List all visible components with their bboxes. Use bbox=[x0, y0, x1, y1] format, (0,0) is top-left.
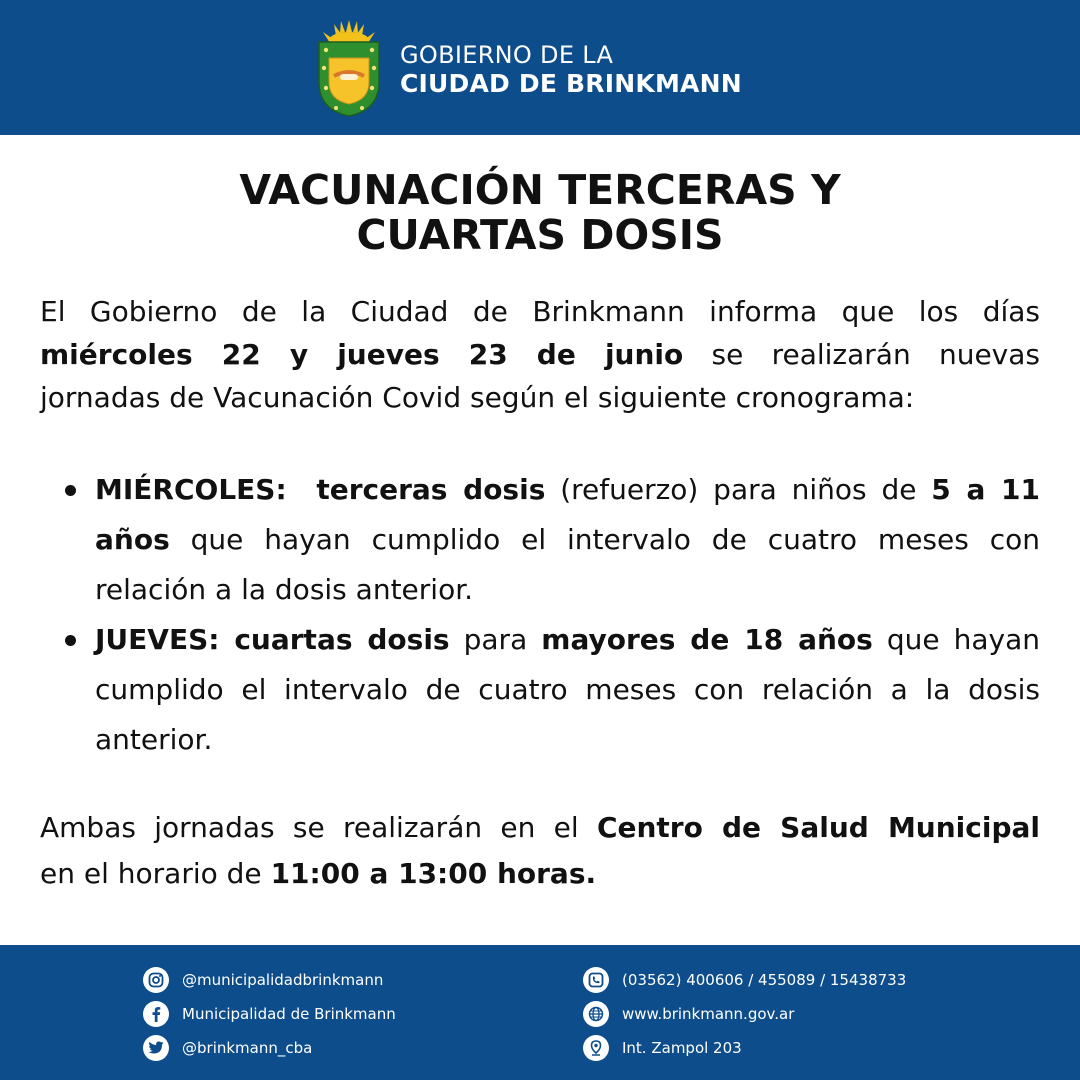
org-name-line2: CIUDAD DE BRINKMANN bbox=[400, 68, 742, 98]
list-item-wednesday bbox=[40, 465, 1040, 615]
thursday-line2: cumplido el intervalo de cuatro meses con relación a la dosis bbox=[95, 673, 1040, 706]
globe-icon bbox=[583, 1001, 609, 1027]
intro-line3: jornadas de Vacunación Covid según el siguiente cronograma: bbox=[40, 381, 915, 414]
intro-dates: miércoles 22 y jueves 23 de junio bbox=[40, 338, 684, 371]
page-title bbox=[40, 168, 1040, 258]
wednesday-text1: (refuerzo) para niños de bbox=[545, 473, 932, 506]
closing-text2: en el horario de bbox=[40, 857, 271, 890]
thursday-line1 bbox=[95, 615, 1040, 665]
thursday-age: mayores de 18 años bbox=[541, 623, 873, 656]
wednesday-day: MIÉRCOLES: bbox=[95, 473, 287, 506]
twitter-handle: @brinkmann_cba bbox=[182, 1039, 313, 1057]
closing-place: Centro de Salud Municipal bbox=[596, 811, 1040, 844]
wednesday-dose: terceras dosis bbox=[316, 473, 546, 506]
bullet-dot-icon bbox=[65, 485, 76, 496]
website-url: www.brinkmann.gov.ar bbox=[622, 1005, 795, 1023]
intro-line2-rest: se realizarán nuevas bbox=[683, 338, 1040, 371]
thursday-day-dose: JUEVES: cuartas dosis bbox=[95, 623, 450, 656]
footer-bar bbox=[0, 945, 1080, 1080]
contact-phone[interactable] bbox=[583, 965, 906, 995]
org-name-line1: GOBIERNO DE LA bbox=[400, 41, 614, 69]
header-bar bbox=[0, 0, 1080, 135]
city-crest-icon bbox=[314, 18, 384, 118]
bullet-dot-icon bbox=[65, 635, 76, 646]
wednesday-line1 bbox=[95, 465, 1040, 515]
contact-address[interactable] bbox=[583, 1033, 742, 1063]
organization-name bbox=[400, 42, 742, 98]
intro-paragraph bbox=[40, 290, 1040, 419]
contact-instagram[interactable] bbox=[143, 965, 383, 995]
thursday-line3: anterior. bbox=[95, 723, 213, 756]
wednesday-age-b: años bbox=[95, 523, 170, 556]
facebook-page: Municipalidad de Brinkmann bbox=[182, 1005, 396, 1023]
wednesday-line2 bbox=[95, 515, 1040, 565]
instagram-icon bbox=[143, 967, 169, 993]
contact-twitter[interactable] bbox=[143, 1033, 312, 1063]
wednesday-age-a: 5 a 11 bbox=[931, 473, 1040, 506]
title-line2: CUARTAS DOSIS bbox=[356, 211, 724, 259]
contact-facebook[interactable] bbox=[143, 999, 396, 1029]
closing-paragraph bbox=[40, 805, 1040, 897]
phone-numbers: (03562) 400606 / 455089 / 15438733 bbox=[622, 971, 907, 989]
thursday-text2: que hayan bbox=[872, 623, 1040, 656]
closing-line2 bbox=[40, 851, 1040, 897]
location-pin-icon bbox=[583, 1035, 609, 1061]
wednesday-text2: que hayan cumplido el intervalo de cuatro meses con bbox=[169, 523, 1040, 556]
intro-line2 bbox=[40, 333, 1040, 376]
contact-website[interactable] bbox=[583, 999, 794, 1029]
street-address: Int. Zampol 203 bbox=[622, 1039, 742, 1057]
list-item-thursday bbox=[40, 615, 1040, 765]
thursday-text1: para bbox=[449, 623, 542, 656]
instagram-handle: @municipalidadbrinkmann bbox=[182, 971, 384, 989]
schedule-list bbox=[40, 465, 1040, 765]
intro-line1: El Gobierno de la Ciudad de Brinkmann informa que los días bbox=[40, 295, 1040, 328]
phone-icon bbox=[583, 967, 609, 993]
twitter-icon bbox=[143, 1035, 169, 1061]
facebook-icon bbox=[143, 1001, 169, 1027]
closing-hours: 11:00 a 13:00 horas. bbox=[270, 857, 597, 890]
wednesday-line3: relación a la dosis anterior. bbox=[95, 573, 474, 606]
closing-text1: Ambas jornadas se realizarán en el bbox=[40, 811, 597, 844]
closing-line1 bbox=[40, 805, 1040, 851]
title-line1: VACUNACIÓN TERCERAS Y bbox=[239, 166, 841, 214]
